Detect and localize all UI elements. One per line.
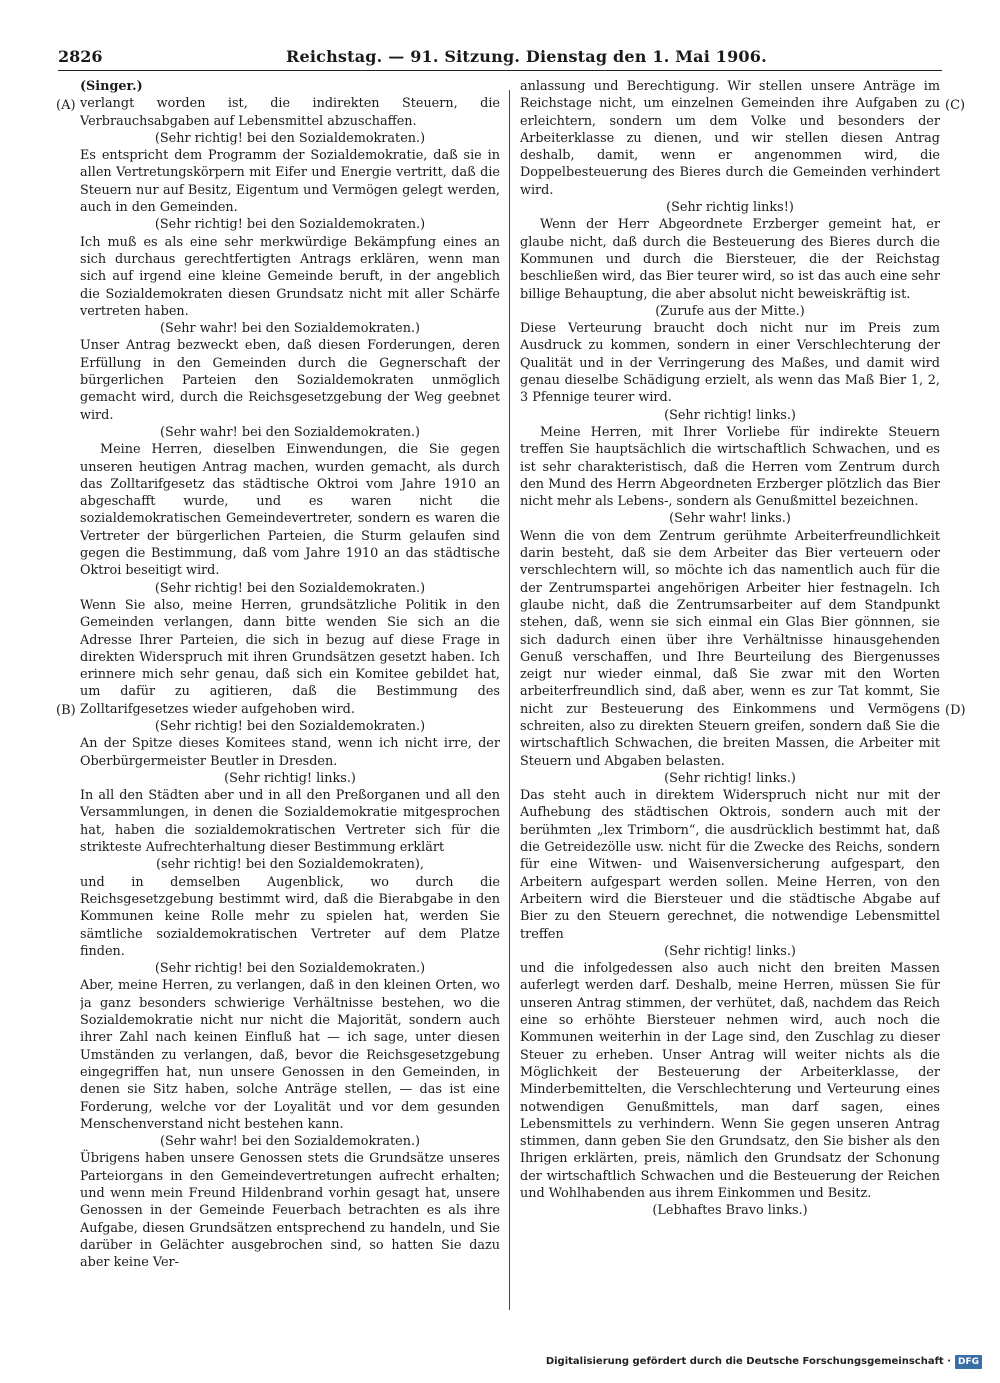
interjection: (Sehr richtig links!) (666, 200, 794, 216)
margin-marker-b: (B) (56, 703, 76, 718)
page-footer (546, 1354, 982, 1370)
paragraph: Meine Herren, mit Ihrer Vorliebe für indirekte Steuern treffen Sie hauptsächlich die wirtschaftlich Schwachen, und es ist sehr charakteristisch, daß die Herren vom Zentrum durch den Mund des Herrn Abgeordneten Erzberger plötzlich das Bier nicht mehr als Lebens-, sondern als Genußmittel bezeichnen. (520, 424, 940, 510)
dfg-logo: DFG (955, 1355, 982, 1369)
interjection: (sehr richtig! bei den Sozialdemokraten), (156, 857, 424, 873)
paragraph: anlassung und Berechtigung. Wir stellen unsere Anträge im Reichstage nicht, um einzelnen Gemeinden ihre Aufgaben zu erleichtern, sondern um dem Volke und besonders der Arbeiterklasse zu dienen, und wir stellen diesen Antrag deshalb, damit, wenn er angenommen wird, die Doppelbesteuerung des Bieres durch die Gemeinden verhindert wird. (520, 79, 940, 198)
interjection: (Lebhaftes Bravo links.) (652, 1203, 808, 1219)
interjection: (Sehr richtig! bei den Sozialdemokraten.) (154, 718, 426, 734)
interjection: (Sehr richtig! links.) (224, 770, 356, 786)
paragraph: und in demselben Augenblick, wo durch die Reichsgesetzgebung bestimmt wird, daß die Bierabgabe in den Kommunen keine Rolle mehr zu spielen hat, werden Sie sämtliche sozialdemokratischen Vertreter auf dem Platze finden. (80, 874, 500, 959)
interjection: (Sehr wahr! links.) (669, 511, 791, 527)
paragraph: An der Spitze dieses Komitees stand, wenn ich nicht irre, der Oberbürgermeister Beutler in Dresden. (80, 736, 500, 769)
margin-marker-d: (D) (945, 703, 966, 718)
right-column (520, 78, 940, 1310)
paragraph: In all den Städten aber und in all den Preßorganen und all den Versammlungen, in denen die Sozialdemokratie mitgesprochen hat, haben die sozialdemokratischen Vertreter sich für die strikteste Aufrechterhaltung dieser Bestimmung erklärt (80, 788, 500, 856)
paragraph: Unser Antrag bezweckt eben, daß diesen Forderungen, deren Erfüllung in den Gemeinden durch die Gegnerschaft der bürgerlichen Parteien den Sozialdemokraten unmöglich gemacht wird, durch die Reichsgesetzgebung der Weg geebnet wird. (80, 338, 500, 423)
funding-note: Digitalisierung gefördert durch die Deutsche Forschungsgemeinschaft · (545, 1356, 951, 1367)
left-column (80, 78, 500, 1310)
paragraph: verlangt worden ist, die indirekten Steuern, die Verbrauchsabgaben auf Lebensmittel abzuschaffen. (80, 96, 500, 129)
paragraph: Wenn der Herr Abgeordnete Erzberger gemeint hat, er glaube nicht, daß durch die Besteuerung des Bieres durch die Kommunen und durch die Biersteuer, die der Reichstag beschließen wird, das Bier teurer wird, so ist das auch eine sehr billige Behauptung, die aber absolut nicht beweiskräftig ist. (520, 217, 940, 302)
interjection: (Sehr richtig! bei den Sozialdemokraten.) (154, 580, 426, 596)
speaker-name: (Singer.) (80, 79, 143, 94)
interjection: (Sehr richtig! bei den Sozialdemokraten.) (154, 961, 426, 977)
interjection: (Sehr richtig! links.) (664, 407, 796, 423)
paragraph: Ich muß es als eine sehr merkwürdige Bekämpfung eines an sich durchaus gerechtfertigten Antrags erklären, wenn man sich auf irgend eine kleine Gemeinde beruft, in der angeblich die Sozialdemokraten diesen Grundsatz nicht mit aller Schärfe vertreten haben. (80, 234, 500, 319)
interjection: (Sehr wahr! bei den Sozialdemokraten.) (159, 321, 421, 337)
paragraph: Diese Verteurung braucht doch nicht nur im Preis zum Ausdruck zu kommen, sondern in einer Verschlechterung der Qualität und in der Verringerung des Maßes, und damit wird genau dieselbe Schädigung erzielt, als wenn das Maß Bier 1, 2, 3 Pfennige teurer wird. (520, 321, 940, 406)
interjection: (Zurufe aus der Mitte.) (655, 303, 805, 319)
paragraph: Das steht auch in direktem Widerspruch nicht nur mit der Aufhebung des städtischen Oktrois, sondern auch mit der berühmten „lex Trimborn“, die ausdrücklich bestimmt hat, daß die Getreidezölle usw. nicht für die Zwecke des Reichs, sondern für eine Witwen- und Waisenversicherung aufgespart, den Arbeitern aufgespart werden sollen. Meine Herren, von den Arbeitern wird die Biersteuer und die städtische Abgabe auf Bier zu den Steuern gerechnet, die notwendige Lebensmittel treffen (520, 788, 940, 942)
margin-marker-c: (C) (945, 98, 966, 113)
paragraph: und die infolgedessen also auch nicht den breiten Massen auferlegt werden darf. Deshalb, meine Herren, müssen Sie für unseren Antrag stimmen, der verhütet, daß, nachdem das Reich eine so erhöhte Biersteuer nehmen wird, auch noch die Kommunen weiterhin in der Lage sind, den Zuschlag zu dieser Steuer zu erheben. Unser Antrag will weiter nichts als die Möglichkeit der Besteuerung der Arbeiterklasse, der Minderbemittelten, die Verschlechterung und Verteurung eines notwendigen Genußmittels, man darf sagen, eines Lebensmittels zu verhindern. Wenn Sie gegen unseren Antrag stimmen, dann geben Sie den Grundsatz, den Sie bisher als den Ihrigen erklärten, preis, nämlich den Grundsatz der Schonung der wirtschaftlich Schwachen und die Besteuerung der Reichen und Wohlhabenden aus ihrem Einkommen und Besitz. (520, 961, 940, 1201)
margin-marker-a: (A) (56, 98, 76, 113)
page-title: Reichstag. — 91. Sitzung. Dienstag den 1. Mai 1906. (286, 47, 767, 66)
paragraph: Aber, meine Herren, zu verlangen, daß in den kleinen Orten, wo ja ganz besonders schwierige Verhältnisse bestehen, wo die Sozialdemokratie nicht nur nicht die Majorität, sondern auch ihrer Zahl nach keinen Einfluß hat — ich sage, unter diesen Umständen zu verlangen, daß, bevor die Reichsgesetzgebung eingegriffen hat, nun unsere Genossen in den Gemeinden, in denen sie Sitz haben, solche Anträge stellen, — das ist eine Forderung, welche vor der Loyalität und vor dem gesunden Menschenverstand nicht bestehen kann. (80, 978, 500, 1132)
page-number: 2826 (58, 47, 103, 66)
interjection: (Sehr richtig! bei den Sozialdemokraten.) (154, 130, 426, 146)
document-body (80, 78, 940, 1310)
paragraph: Wenn Sie also, meine Herren, grundsätzliche Politik in den Gemeinden verlangen, dann bitte wenden Sie sich an die Adresse Ihrer Parteien, die sich in bezug auf diese Frage in direkten Widerspruch mit ihren Grundsätzen gesetzt haben. Ich erinnere mich sehr genau, daß sich ein Komitee gebildet hat, um dafür zu agitieren, daß die Bestimmung des Zolltarifgesetzes wieder aufgehoben wird. (80, 597, 500, 717)
paragraph: Wenn die von dem Zentrum gerühmte Arbeiterfreundlichkeit darin besteht, daß sie dem Arbeiter das Bier verteuern oder verschlechtern will, so möchte ich das namentlich auch für die der Zentrumspartei angehörigen Arbeiter hier festnageln. Ich glaube nicht, daß die Zentrumsarbeiter auf dem Standpunkt stehen, daß, wenn sie sich einmal ein Glas Bier gönnnen, sie sich dadurch einen über ihre Verhältnisse hinausgehenden Genuß verschaffen, und Ihre Beurteilung des Biergenusses zeigt nur wieder einmal, daß Sie zwar mit den Worten arbeiterfreundlich sind, daß aber, wenn es zur Tat kommt, Sie nicht zur Besteuerung des Einkommens und Vermögens schreiten, also zu direkten Steuern greifen, sondern daß Sie die wirtschaftlich Schwachen, die breiten Massen, die Arbeiter mit Steuern und Abgaben belasten. (520, 528, 940, 769)
interjection: (Sehr richtig! links.) (664, 770, 796, 786)
paragraph: Übrigens haben unsere Genossen stets die Grundsätze unseres Parteiorgans in den Gemeindevertretungen aufrecht erhalten; und wenn mein Freund Hildenbrand vorhin gesagt hat, unsere Genossen in der Gemeinde Feuerbach betrachten es als ihre Aufgabe, diesen Grundsätzen entsprechend zu handeln, und Sie darüber in Gelächter ausgebrochen sind, so hatten Sie dazu aber keine Ver- (80, 1151, 500, 1271)
interjection: (Sehr richtig! links.) (664, 943, 796, 959)
interjection: (Sehr richtig! bei den Sozialdemokraten.) (154, 217, 426, 233)
paragraph: Es entspricht dem Programm der Sozialdemokratie, daß sie in allen Vertretungskörpern mit Eifer und Energie vertritt, daß die Steuern nur auf Besitz, Eigentum und Vermögen gelegt werden, auch in den Gemeinden. (80, 148, 500, 216)
page-header (58, 44, 942, 71)
interjection: (Sehr wahr! bei den Sozialdemokraten.) (159, 424, 421, 440)
interjection: (Sehr wahr! bei den Sozialdemokraten.) (159, 1134, 421, 1150)
paragraph: Meine Herren, dieselben Einwendungen, die Sie gegen unseren heutigen Antrag machen, wurden gemacht, als durch das Zolltarifgesetz das städtische Oktroi vom Jahre 1910 an abgeschafft wurde, und es waren nicht die sozialdemokratischen Gemeindevertreter, sondern es waren die Vertreter der bürgerlichen Parteien, die Sturm gelaufen sind gegen die Bestimmung, daß vom Jahre 1910 an das städtische Oktroi beseitigt wird. (80, 442, 500, 579)
